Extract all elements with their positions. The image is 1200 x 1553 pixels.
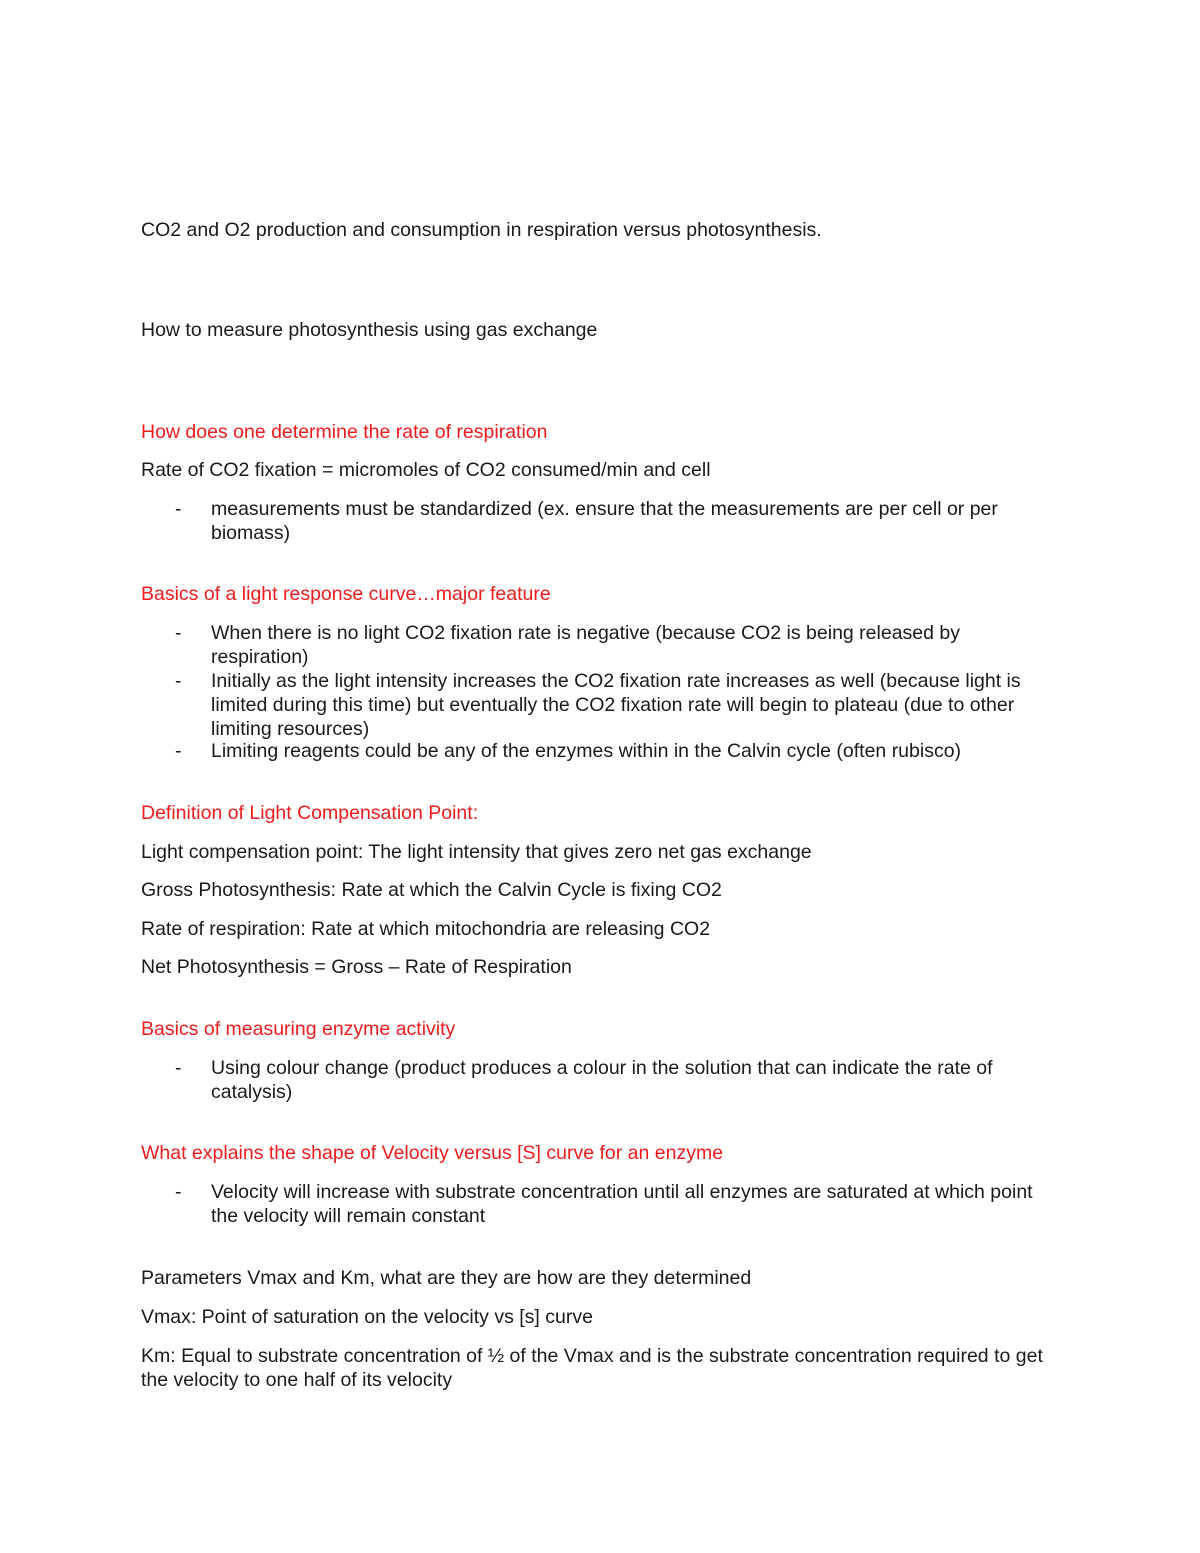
bullet-dash: -: [175, 740, 182, 762]
rate-co2-fixation-line: Rate of CO2 fixation = micromoles of CO2 consumed/min and cell: [141, 459, 711, 481]
heading-rate-of-respiration: How does one determine the rate of respiration: [141, 421, 548, 443]
bullet-text: Initially as the light intensity increases the CO2 fixation rate increases as well (because light is limited during this time) but eventually the CO2 fixation rate will begin to plateau (due to other limiting resources): [211, 670, 1021, 740]
definition-line: Net Photosynthesis = Gross – Rate of Respiration: [141, 956, 572, 978]
km-definition: Km: Equal to substrate concentration of ½ of the Vmax and is the substrate concentration required to get the velocity to one half of its velocity: [141, 1345, 1043, 1391]
bullet-text: When there is no light CO2 fixation rate is negative (because CO2 is being released by respiration): [211, 622, 960, 668]
parameters-line: Parameters Vmax and Km, what are they are how are they determined: [141, 1267, 752, 1289]
definition-line: Light compensation point: The light intensity that gives zero net gas exchange: [141, 841, 812, 863]
bullet-dash: -: [175, 498, 182, 520]
intro-line-measure-photosynthesis: How to measure photosynthesis using gas exchange: [141, 319, 598, 341]
bullet-text: Using colour change (product produces a colour in the solution that can indicate the rate of catalysis): [211, 1057, 993, 1103]
heading-light-compensation-point: Definition of Light Compensation Point:: [141, 802, 479, 824]
bullet-text: measurements must be standardized (ex. ensure that the measurements are per cell or per biomass): [211, 498, 998, 544]
bullet-text: Limiting reagents could be any of the enzymes within in the Calvin cycle (often rubisco): [211, 740, 962, 762]
bullet-dash: -: [175, 1057, 182, 1079]
vmax-definition: Vmax: Point of saturation on the velocity vs [s] curve: [141, 1306, 593, 1328]
bullet-dash: -: [175, 622, 182, 644]
bullet-dash: -: [175, 1181, 182, 1203]
bullet-text: Velocity will increase with substrate concentration until all enzymes are saturated at which point the velocity will remain constant: [211, 1181, 1033, 1227]
definition-line: Rate of respiration: Rate at which mitochondria are releasing CO2: [141, 918, 711, 940]
heading-light-response-curve: Basics of a light response curve…major feature: [141, 583, 551, 605]
heading-enzyme-activity: Basics of measuring enzyme activity: [141, 1018, 456, 1040]
intro-line-co2-o2: CO2 and O2 production and consumption in respiration versus photosynthesis.: [141, 219, 822, 241]
document-page: [141, 0, 1051, 1553]
heading-velocity-curve: What explains the shape of Velocity versus [S] curve for an enzyme: [141, 1142, 724, 1164]
bullet-dash: -: [175, 670, 182, 692]
definition-line: Gross Photosynthesis: Rate at which the Calvin Cycle is fixing CO2: [141, 879, 722, 901]
